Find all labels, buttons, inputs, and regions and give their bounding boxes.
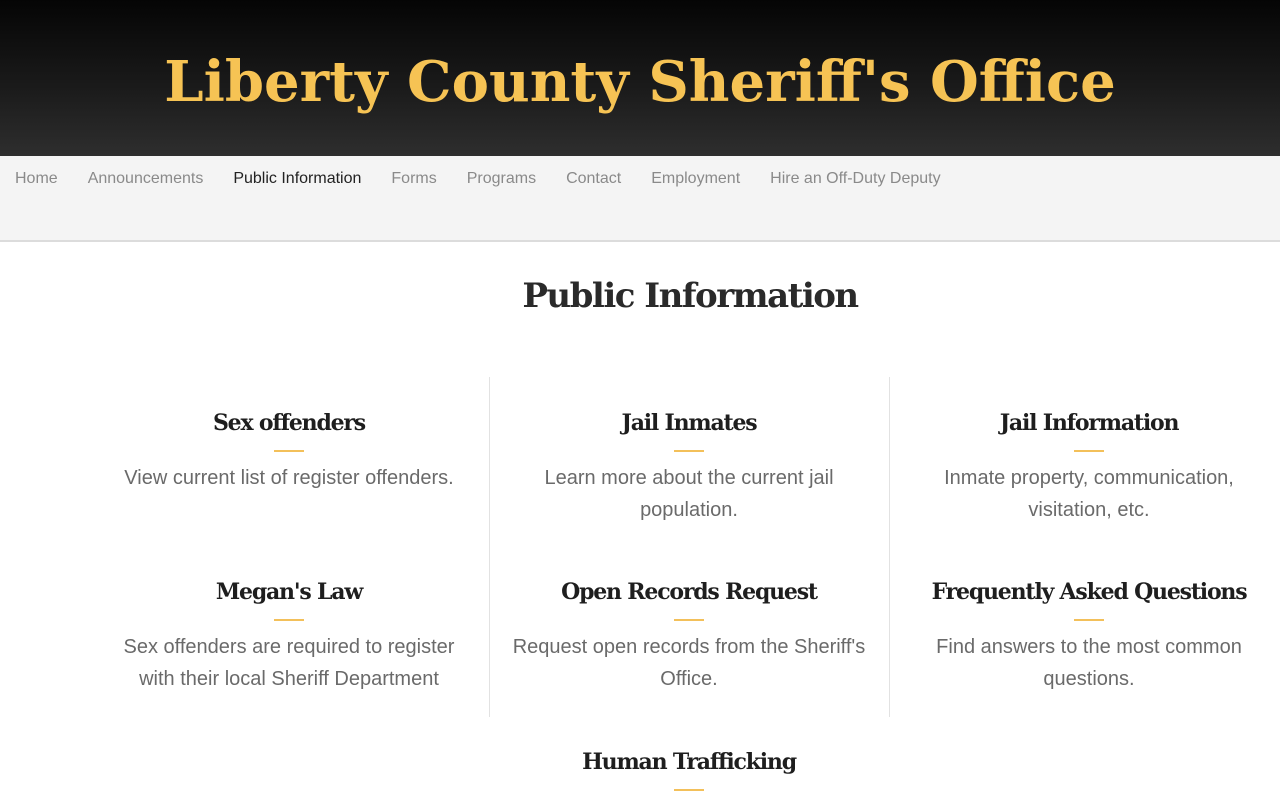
card-title[interactable]: Frequently Asked Questions [931,579,1247,605]
card-megans-law[interactable] [109,577,469,695]
nav-item-programs[interactable]: Programs [466,170,537,187]
column-divider [489,377,490,717]
card-accent-bar [674,789,704,791]
nav-item-contact[interactable]: Contact [566,170,622,187]
nav-item-employment[interactable]: Employment [651,170,741,187]
card-faq[interactable] [909,577,1269,695]
card-accent-bar [674,450,704,452]
card-human-trafficking[interactable] [509,747,869,800]
card-text: Inmate property, communication, visitation, etc. [944,467,1234,521]
card-text: Sex offenders are required to register with their local Sheriff Department [123,636,455,690]
card-accent-bar [1074,450,1104,452]
nav-item-home[interactable]: Home [15,170,58,187]
column-divider [889,377,890,717]
card-accent-bar [674,619,704,621]
card-accent-bar [274,450,304,452]
card-open-records-request[interactable] [509,577,869,695]
card-sex-offenders[interactable] [109,408,469,494]
card-title[interactable]: Open Records Request [561,579,817,605]
card-title[interactable]: Sex offenders [212,410,365,436]
page-title: Public Information [522,276,858,316]
card-text: View current list of register offenders. [124,467,454,489]
site-header [0,0,1280,156]
card-title[interactable]: Jail Inmates [621,410,757,436]
card-title[interactable]: Human Trafficking [582,749,796,775]
card-accent-bar [274,619,304,621]
card-title[interactable]: Jail Information [999,410,1179,436]
card-jail-inmates[interactable] [509,408,869,526]
nav-item-public-information[interactable]: Public Information [233,170,362,187]
card-text: Learn more about the current jail population. [544,467,834,521]
main-nav [0,156,1280,242]
site-title[interactable]: Liberty County Sheriff's Office [164,49,1116,115]
card-title[interactable]: Megan's Law [215,579,363,605]
main-content [0,242,1280,800]
card-accent-bar [1074,619,1104,621]
card-text: Find answers to the most common questions. [936,636,1242,690]
nav-item-forms[interactable]: Forms [391,170,437,187]
nav-item-announcements[interactable]: Announcements [87,170,204,187]
card-jail-information[interactable] [909,408,1269,526]
nav-item-hire-off-duty-deputy[interactable]: Hire an Off-Duty Deputy [770,170,941,187]
card-text: Request open records from the Sheriff's Office. [512,636,866,690]
